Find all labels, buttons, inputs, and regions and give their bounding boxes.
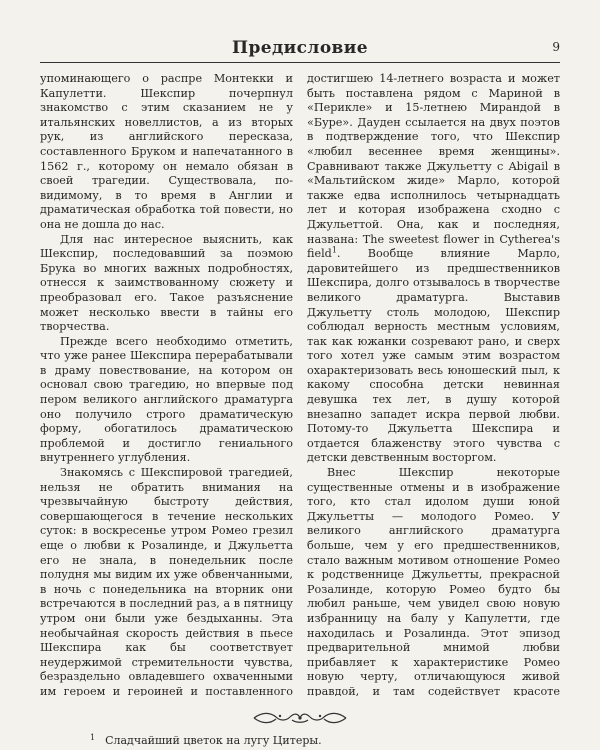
page-title: Предисловие bbox=[231, 38, 368, 58]
paragraph-text: . Вообще влияние Марло, даровитейшего из предшественников Шекспира, долго отзывалось в творчестве великого драматурга. Выставив Джульетту столь молодою, Шекспир соблюдал верность местным условиям, так как южанки созревают рано, и сверх того хотел уже самым этим возрастом охарактеризовать весь юношеский пыл, к какому способна детски невинная девушка тех лет, в душу которой внезапно западет искра первой любви. Потому-то Джульетта Шекспира и отдается блаженству этого чувства с детски девственным восторгом. bbox=[307, 247, 560, 465]
paragraph: упоминающего о распре Монтекки и Капулетти. Шекспир почерпнул знакомство с этим сказанием не у итальянских новеллистов, а из вторых рук, из английского пересказа, составленного Бруком и напечатанного в 1562 г., которому он немало обязан в своей трагедии. Существовала, по-видимому, в то время в Англии и драматическая обработка той повести, но она не дошла до нас. bbox=[40, 72, 293, 231]
footnote-mark: 1 bbox=[90, 733, 96, 742]
left-column bbox=[40, 72, 293, 696]
paragraph-text: достигшею 14-летнего возраста и может быть поставлена рядом с Мариной в «Перикле» и 15-летнею Мирандой в «Буре». Дауден ссылается на двух поэтов в подтверждение того, что Шекспир «любил весеннее время женщины». Сравнивают также Джульетту с Abigail в «Мальтийском жиде» Марло, которой также едва исполнилось четырнадцать лет и которая изображена сходно с Джульеттой. Она, как и последняя, названа: The sweetest flower in Cytherea's field bbox=[307, 72, 560, 261]
paragraph: Знакомясь с Шекспировой трагедией, нельзя не обратить внимания на чрезвычайную быстроту действия, совершающегося в течение нескольких суток: в воскресенье утром Ромео грезил еще о любви к Розалинде, и Джульетта его не знала, в понедельник после полудня мы видим их уже обвенчанными, в ночь с понедельника на вторник они встречаются в последний раз, а в пятницу утром они были уже бездыханны. Эта необычайная скорость действия в пьесе Шекспира как бы соответствует неудержимой стремительности чувства, безраздельно овладевшего охваченными им героем и героиней и поставленного bbox=[40, 466, 293, 696]
footnote-text: Сладчайший цветок на лугу Цитеры. bbox=[105, 734, 322, 747]
paragraph: Прежде всего необходимо отметить, что уже ранее Шекспира перерабатывали в драму повествование, на котором он основал свою трагедию, но впервые под пером великого английского драматурга оно получило строго драматическую форму, обогатилось драматическою проблемой и достигло гениального внутреннего углубления. bbox=[40, 334, 293, 465]
text-columns bbox=[40, 72, 560, 696]
floral-ornament-icon bbox=[250, 711, 350, 725]
right-column bbox=[307, 72, 560, 696]
header-rule bbox=[40, 62, 560, 63]
page-number: 9 bbox=[552, 40, 560, 54]
paragraph: Для нас интересное выяснить, как Шекспир, последовавший за поэмою Брука во многих важных подробностях, отнесся к заимствованному сюжету и преобразовал его. Такое разъяснение может несколько ввести в тайны его творчества. bbox=[40, 232, 293, 334]
running-header bbox=[40, 38, 560, 60]
paragraph: Внес Шекспир некоторые существенные отмены и в изображение того, кто стал идолом души юной Джульетты — молодого Ромео. У великого английского драматурга больше, чем у его предшественников, стало важным мотивом отношение Ромео к родственнице Джульетты, прекрасной Розалинде, которую Ромео будто бы любил раньше, чем увидел свою новую избранницу на балу у Капулетти, где находилась и Розалинда. Этот эпизод предварительной мнимой любви прибавляет к характеристике Ромео новую черту, отличающуюся живой правдой, и там содействует красоте bbox=[307, 466, 560, 696]
footnote-reference: 1 bbox=[331, 245, 337, 255]
paragraph bbox=[307, 72, 560, 466]
footnote bbox=[90, 734, 322, 747]
